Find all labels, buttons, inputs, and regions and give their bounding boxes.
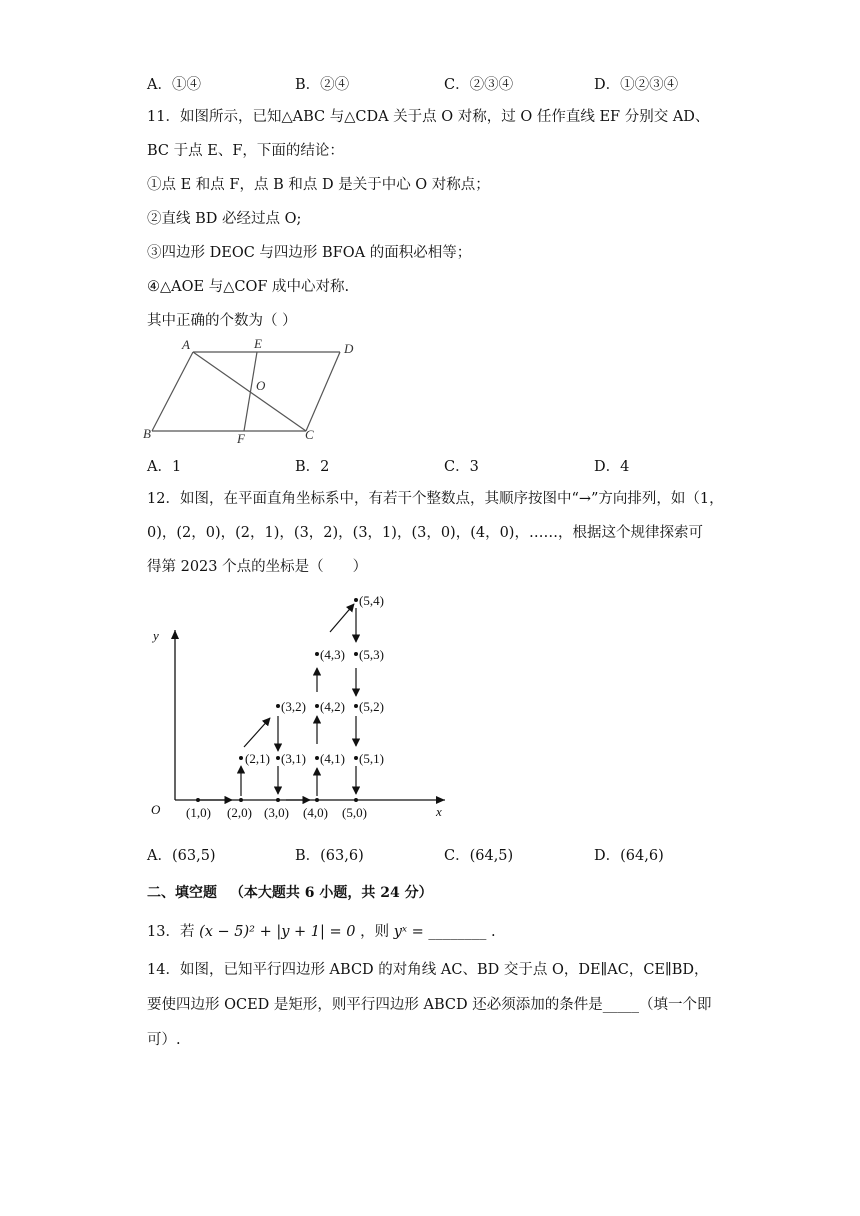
q12-option-b: B．(63,6) bbox=[295, 848, 364, 864]
point-label: (3,0) bbox=[264, 805, 289, 820]
label-f: F bbox=[237, 431, 245, 446]
q12-option-d: D．(64,6) bbox=[594, 848, 664, 864]
label-o: O bbox=[256, 378, 266, 393]
q14-line1: 14．如图，已知平行四边形 ABCD 的对角线 AC、BD 交于点 O，DE∥AC，CE∥BD， bbox=[147, 962, 709, 978]
point-label: (3,2) bbox=[281, 699, 306, 714]
q11-statement-4: ④△AOE 与△COF 成中心对称. bbox=[147, 279, 350, 295]
q12-stem-line3: 得第 2023 个点的坐标是（ ） bbox=[147, 559, 368, 575]
section2-title: 二、填空题 bbox=[147, 885, 217, 901]
q11-statement-2: ②直线 BD 必经过点 O; bbox=[147, 211, 302, 227]
q14-line3: 可）. bbox=[147, 1032, 181, 1048]
point-label: (4,0) bbox=[303, 805, 328, 820]
edge-ab bbox=[152, 352, 193, 431]
x-axis-label: x bbox=[436, 804, 442, 819]
origin-label: O bbox=[151, 802, 161, 817]
point-label: (4,2) bbox=[320, 699, 345, 714]
q12-stem-line2: 0)，(2，0)，(2，1)，(3，2)，(3，1)，(3，0)，(4，0)，……，根据这个规律探索可 bbox=[147, 525, 703, 541]
q11-statement-1: ①点 E 和点 F，点 B 和点 D 是关于中心 O 对称点； bbox=[147, 177, 490, 193]
q13-equation: (x − 5)² + |y + 1| = 0 bbox=[199, 924, 356, 940]
label-e: E bbox=[254, 336, 262, 351]
x-axis-arrowhead bbox=[436, 796, 445, 804]
label-d: D bbox=[344, 341, 354, 356]
point-label: (5,3) bbox=[359, 647, 384, 662]
q12-option-c: C．(64,5) bbox=[444, 848, 514, 864]
q12-coordinate-figure bbox=[140, 588, 460, 828]
point-label: (5,4) bbox=[359, 593, 384, 608]
label-c: C bbox=[305, 427, 314, 442]
label-a: A bbox=[182, 337, 190, 352]
q11-option-b: B．2 bbox=[295, 459, 330, 475]
point-label: (1,0) bbox=[186, 805, 211, 820]
edge-dc bbox=[306, 352, 340, 431]
q11-option-d: D．4 bbox=[594, 459, 630, 475]
q11-parallelogram-figure bbox=[140, 335, 370, 450]
q12-option-a: A．(63,5) bbox=[147, 848, 216, 864]
q11-option-a: A．1 bbox=[147, 459, 182, 475]
label-b: B bbox=[143, 426, 151, 441]
q13-suffix: . bbox=[491, 924, 496, 940]
point-label: (4,1) bbox=[320, 751, 345, 766]
point-label: (5,2) bbox=[359, 699, 384, 714]
section2-heading bbox=[147, 883, 433, 903]
q11-statement-3: ③四边形 DEOC 与四边形 BFOA 的面积必相等； bbox=[147, 245, 472, 261]
point-label: (4,3) bbox=[320, 647, 345, 662]
q10-option-d: D．①②③④ bbox=[594, 77, 679, 93]
point-label: (5,0) bbox=[342, 805, 367, 820]
q13-line bbox=[147, 922, 496, 942]
q13-prefix: 13．若 bbox=[147, 924, 195, 940]
q11-stem-line2: BC 于点 E、F，下面的结论： bbox=[147, 143, 344, 159]
q13-expression: yˣ = bbox=[393, 924, 424, 940]
section2-note: （本大题共 6 小题，共 24 分） bbox=[229, 885, 433, 901]
y-axis-label: y bbox=[153, 628, 159, 643]
q13-answer-blank: ________ bbox=[428, 924, 487, 940]
point-label: (2,0) bbox=[227, 805, 252, 820]
q12-stem-line1: 12．如图，在平面直角坐标系中，有若干个整数点，其顺序按图中“→”方向排列，如（1， bbox=[147, 491, 724, 507]
y-axis-arrowhead bbox=[171, 630, 179, 639]
q14-line2: 要使四边形 OCED 是矩形，则平行四边形 ABCD 还必须添加的条件是_____（填一个即 bbox=[147, 997, 712, 1013]
point-label: (3,1) bbox=[281, 751, 306, 766]
q13-middle: ，则 bbox=[360, 924, 390, 940]
point-label: (5,1) bbox=[359, 751, 384, 766]
diagonal-ac bbox=[193, 352, 306, 431]
point-label: (2,1) bbox=[245, 751, 270, 766]
q10-option-b: B．②④ bbox=[295, 77, 350, 93]
q10-option-a: A．①④ bbox=[147, 77, 201, 93]
q11-stem-line1: 11．如图所示，已知△ABC 与△CDA 关于点 O 对称，过 O 任作直线 EF 分别交 AD、 bbox=[147, 109, 710, 125]
q11-option-c: C．3 bbox=[444, 459, 479, 475]
q11-question: 其中正确的个数为（ ） bbox=[147, 313, 297, 329]
q10-option-c: C．②③④ bbox=[444, 77, 514, 93]
